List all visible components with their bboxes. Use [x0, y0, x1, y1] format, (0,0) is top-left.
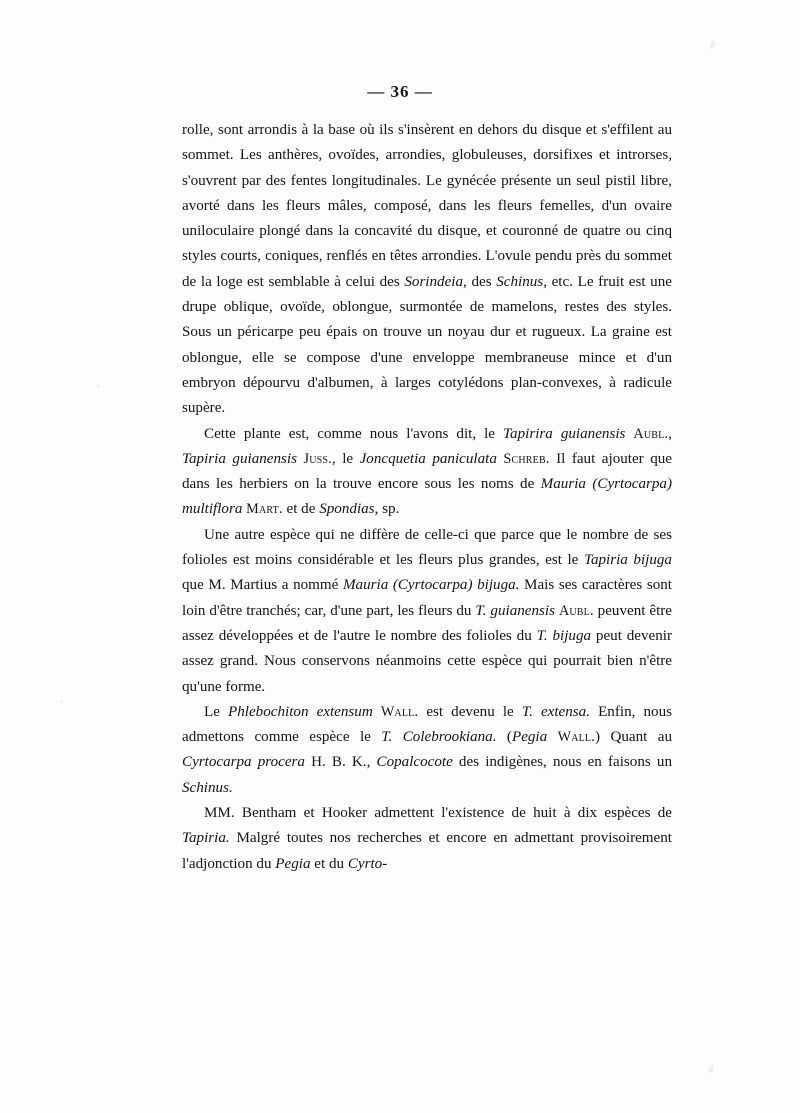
page-number: — 36 — — [367, 82, 433, 101]
paragraph-2: Cette plante est, comme nous l'avons dit, le Tapirira guianensis Aubl., Tapiria guianensis Juss., le Joncquetia paniculata Schreb. Il faut ajouter que dans les herbiers on la trouve encore sous les noms de Mauria (Cyrtocarpa) multiflora Mart. et de Spondias, sp. — [182, 425, 673, 518]
body-text — [182, 118, 672, 877]
page-speck-top-right — [709, 39, 717, 49]
paragraph-3: Une autre espèce qui ne diffère de celle-ci que parce que le nombre de ses folioles est moins considérable et les fleurs plus grandes, est le Tapiria bijuga que M. Martius a nommé Mauria (Cyrtocarpa) bijuga. Mais ses caractères sont loin d'être tranchés; car, d'une part, les fleurs du T. guianensis Aubl. peuvent être assez développées et de l'autre le nombre des folioles du T. bijuga peut devenir assez grand. Nous conservons néanmoins cette espèce qui pourrait bien n'être qu'une forme. — [182, 526, 673, 695]
paragraph-1: rolle, sont arrondis à la base où ils s'insèrent en dehors du disque et s'effilent au sommet. Les anthères, ovoïdes, arrondies, globuleuses, dorsifixes et introrses, s'ouvrent par des fentes longitudinales. Le gynécée présente un seul pistil libre, avorté dans les fleurs mâles, composé, dans les fleurs femelles, d'un ovaire uniloculaire plongé dans la concavité du disque, et couronné de quatre ou cinq styles courts, coniques, renflés en têtes arrondies. L'ovule pendu près du sommet de la loge est semblable à celui des Sorindeia, des Schinus, etc. Le fruit est une drupe oblique, ovoïde, oblongue, surmontée de mamelons, restes des styles. Sous un péricarpe peu épais on trouve un noyau dur et rugueux. La graine est oblongue, elle se compose d'une enveloppe membraneuse mince et d'un embryon dépourvu d'albumen, à larges cotylédons plan-convexes, à radicule supère. — [182, 122, 672, 417]
page-speck-lower-left — [60, 700, 63, 703]
paragraph-5: MM. Bentham et Hooker admettent l'existence de huit à dix espèces de Tapiria. Malgré toutes nos recherches et encore en admettant provisoirement l'adjonction du Pegia et du Cyrto- — [182, 805, 672, 872]
page-speck-left — [96, 384, 100, 388]
paragraph-4: Le Phlebochiton extensum Wall. est devenu le T. extensa. Enfin, nous admettons comme espèce le T. Colebrookiana. (Pegia Wall.) Quant au Cyrtocarpa procera H. B. K., Copalcocote des indigènes, nous en faisons un Schinus. — [182, 703, 672, 796]
page-speck-bottom-right — [708, 1063, 716, 1073]
